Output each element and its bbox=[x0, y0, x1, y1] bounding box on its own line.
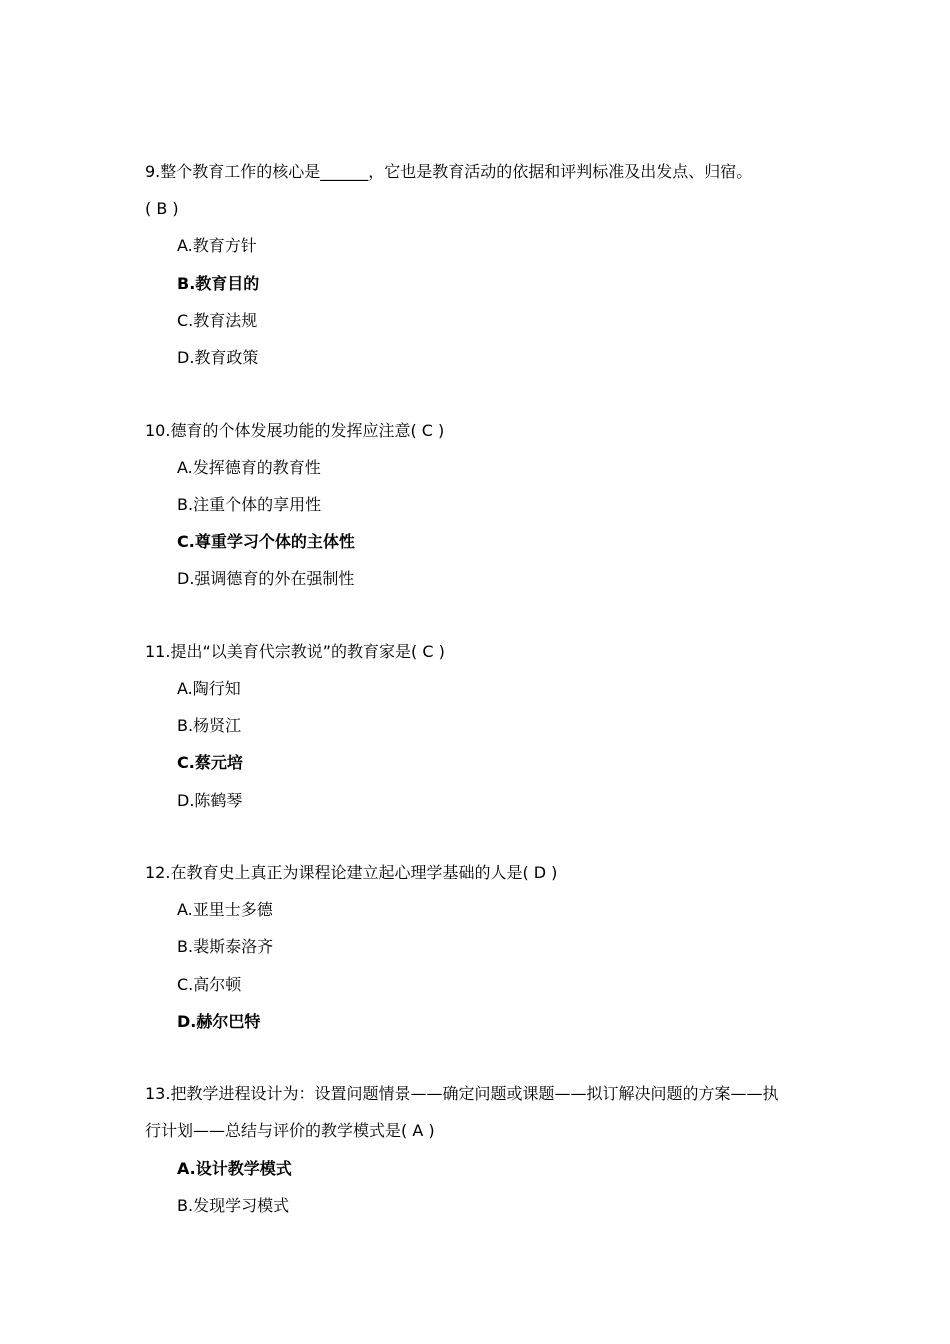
question-9-option-c: C.教育法规 bbox=[177, 311, 258, 330]
question-10-option-b: B.注重个体的享用性 bbox=[177, 495, 322, 514]
question-12-option-b: B.裴斯泰洛齐 bbox=[177, 937, 274, 956]
question-12-stem: 12.在教育史上真正为课程论建立起心理学基础的人是( D ) bbox=[145, 863, 558, 882]
question-13-stem-line-2: 行计划——总结与评价的教学模式是( A ) bbox=[145, 1121, 435, 1140]
question-10-option-c-answer: C.尊重学习个体的主体性 bbox=[177, 532, 355, 551]
question-9-option-a: A.教育方针 bbox=[177, 236, 257, 255]
question-10-stem: 10.德育的个体发展功能的发挥应注意( C ) bbox=[145, 421, 445, 440]
question-13-option-a-answer: A.设计教学模式 bbox=[177, 1159, 292, 1178]
question-12-option-d-answer: D.赫尔巴特 bbox=[177, 1012, 261, 1031]
question-10-option-d: D.强调德育的外在强制性 bbox=[177, 569, 355, 588]
question-13-stem-line-1: 13.把教学进程设计为：设置问题情景——确定问题或课题——拟订解决问题的方案——执 bbox=[145, 1084, 779, 1103]
question-12-option-c: C.高尔顿 bbox=[177, 975, 242, 994]
question-9-stem-line-1: 9.整个教育工作的核心是______，它也是教育活动的依据和评判标准及出发点、归宿。 bbox=[145, 162, 753, 181]
question-11-option-b: B.杨贤江 bbox=[177, 716, 242, 735]
question-11-option-c-answer: C.蔡元培 bbox=[177, 753, 243, 772]
question-13-option-b: B.发现学习模式 bbox=[177, 1196, 290, 1215]
question-12-option-a: A.亚里士多德 bbox=[177, 900, 273, 919]
question-9-option-d: D.教育政策 bbox=[177, 348, 259, 367]
question-11-stem: 11.提出“以美育代宗教说”的教育家是( C ) bbox=[145, 642, 445, 661]
question-10-option-a: A.发挥德育的教育性 bbox=[177, 458, 321, 477]
question-11-option-d: D.陈鹤琴 bbox=[177, 791, 243, 810]
question-9-stem-line-2: ( B ) bbox=[145, 199, 179, 218]
question-11-option-a: A.陶行知 bbox=[177, 679, 241, 698]
question-9-option-b-answer: B.教育目的 bbox=[177, 274, 260, 293]
